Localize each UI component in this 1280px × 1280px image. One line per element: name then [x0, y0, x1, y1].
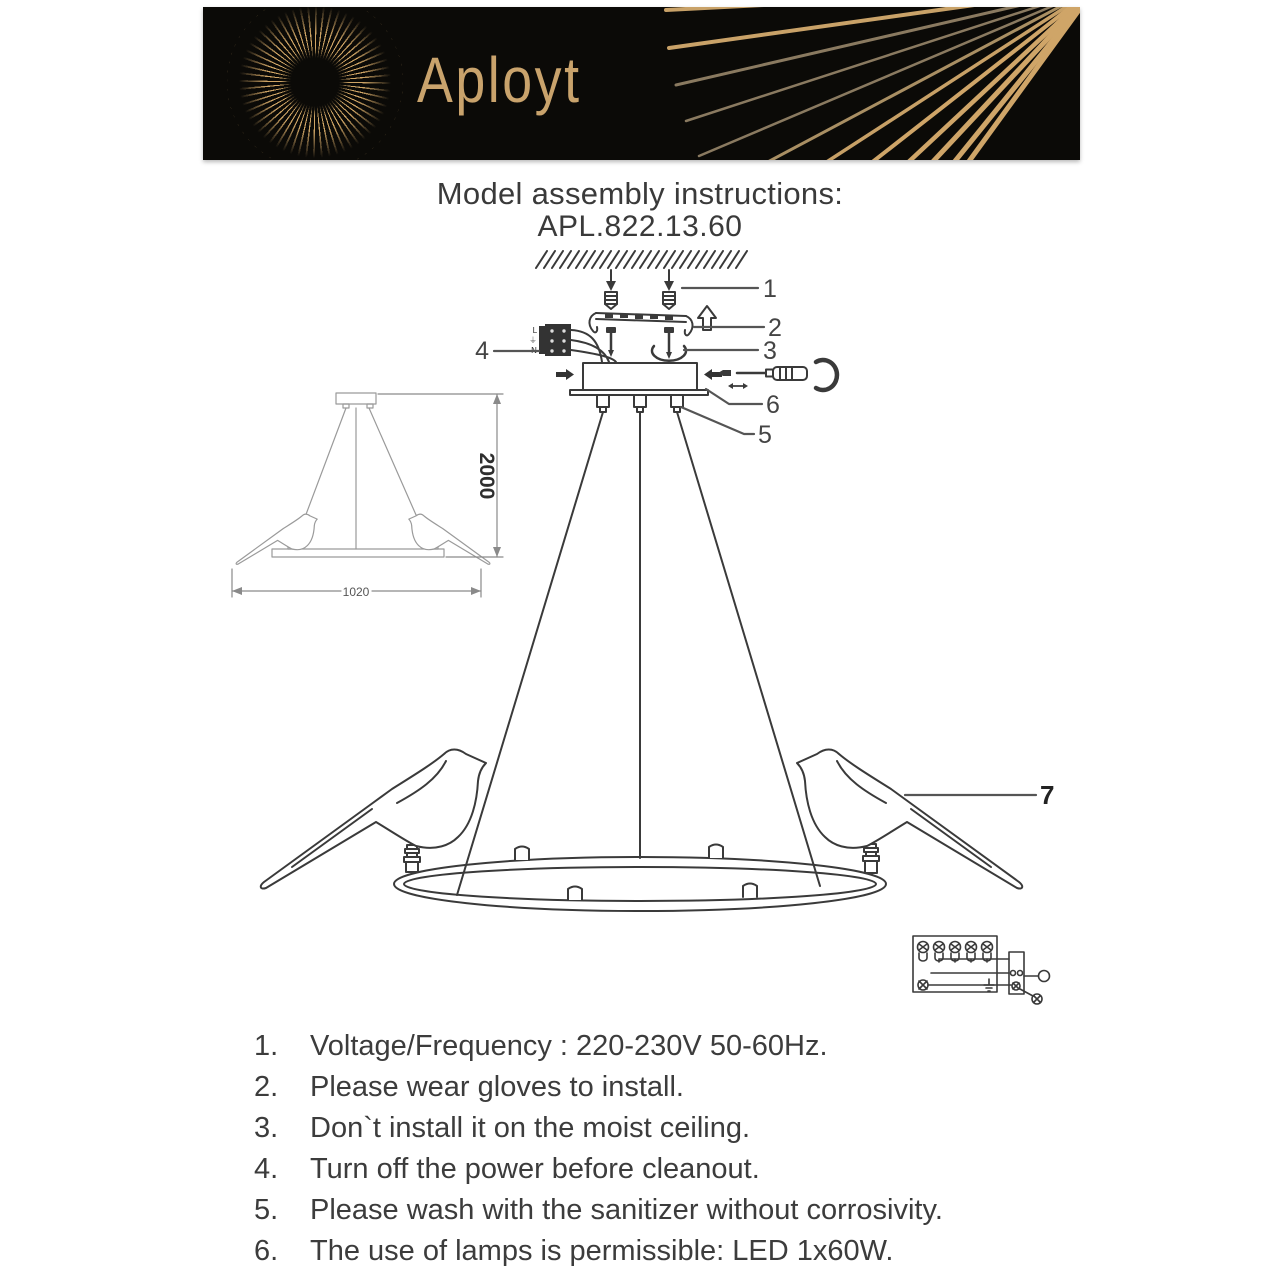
item-number: 4. [254, 1153, 279, 1185]
assembly-diagram [200, 245, 1080, 1035]
terminal-label-l: L [532, 326, 537, 335]
list-item [254, 1190, 1064, 1231]
list-item [254, 1067, 1064, 1108]
terminal-label-n: N [531, 346, 537, 355]
cable-grippers [597, 395, 683, 412]
supply-wires [571, 330, 616, 362]
list-item [254, 1108, 1064, 1149]
dim-height-label: 2000 [475, 452, 498, 500]
callout-6: 6 [766, 391, 780, 419]
list-item [254, 1231, 1064, 1272]
item-text: Please wash with the sanitizer without corrosivity. [310, 1194, 943, 1226]
item-text: The use of lamps is permissible: LED 1x60W. [310, 1235, 894, 1267]
ring-clips [515, 845, 757, 901]
page-title: Model assembly instructions: [436, 176, 844, 211]
list-item [254, 1149, 1064, 1190]
swap-arrow-icon [728, 383, 748, 389]
callout-2: 2 [768, 314, 782, 342]
callout-7: 7 [1040, 780, 1055, 810]
model-number: APL.822.13.60 [537, 210, 743, 243]
item-number: 2. [254, 1071, 279, 1103]
terminal-label-earth: ⏚ [529, 336, 537, 345]
c-ring-icon [816, 360, 837, 390]
wiring-schematic [913, 936, 1050, 1004]
ground-symbol-icon [984, 979, 994, 991]
callout-3: 3 [763, 337, 777, 365]
callout-4: 4 [475, 337, 489, 365]
ceiling-canopy [556, 363, 722, 412]
callout-1: 1 [763, 275, 777, 303]
list-item [254, 1026, 1064, 1067]
item-text: Turn off the power before cleanout. [310, 1153, 760, 1185]
terminal-block [529, 324, 616, 362]
item-text: Please wear gloves to install. [310, 1071, 684, 1103]
bracket-screws [607, 328, 686, 361]
corner-rays-icon [203, 7, 1080, 160]
item-number: 1. [254, 1030, 279, 1062]
item-number: 3. [254, 1112, 279, 1144]
bird-left [261, 750, 486, 889]
brand-header [203, 7, 1080, 160]
suspension-cables [457, 412, 820, 895]
screwdriver [718, 360, 837, 390]
ceiling-hatch [536, 251, 747, 268]
wall-anchors [605, 270, 675, 309]
bird-mount-left [404, 845, 420, 872]
brand-logo-text: Aployt [417, 44, 582, 116]
callout-5: 5 [758, 421, 772, 449]
dimension-drawing [232, 393, 503, 599]
item-number: 6. [254, 1235, 279, 1267]
dim-width-label: 1020 [342, 585, 370, 599]
bird-mount-right [863, 844, 879, 873]
item-text: Voltage/Frequency : 220-230V 50-60Hz. [310, 1030, 828, 1062]
item-text: Don`t install it on the moist ceiling. [310, 1112, 751, 1144]
item-number: 5. [254, 1194, 279, 1226]
instruction-list [254, 1026, 1064, 1272]
